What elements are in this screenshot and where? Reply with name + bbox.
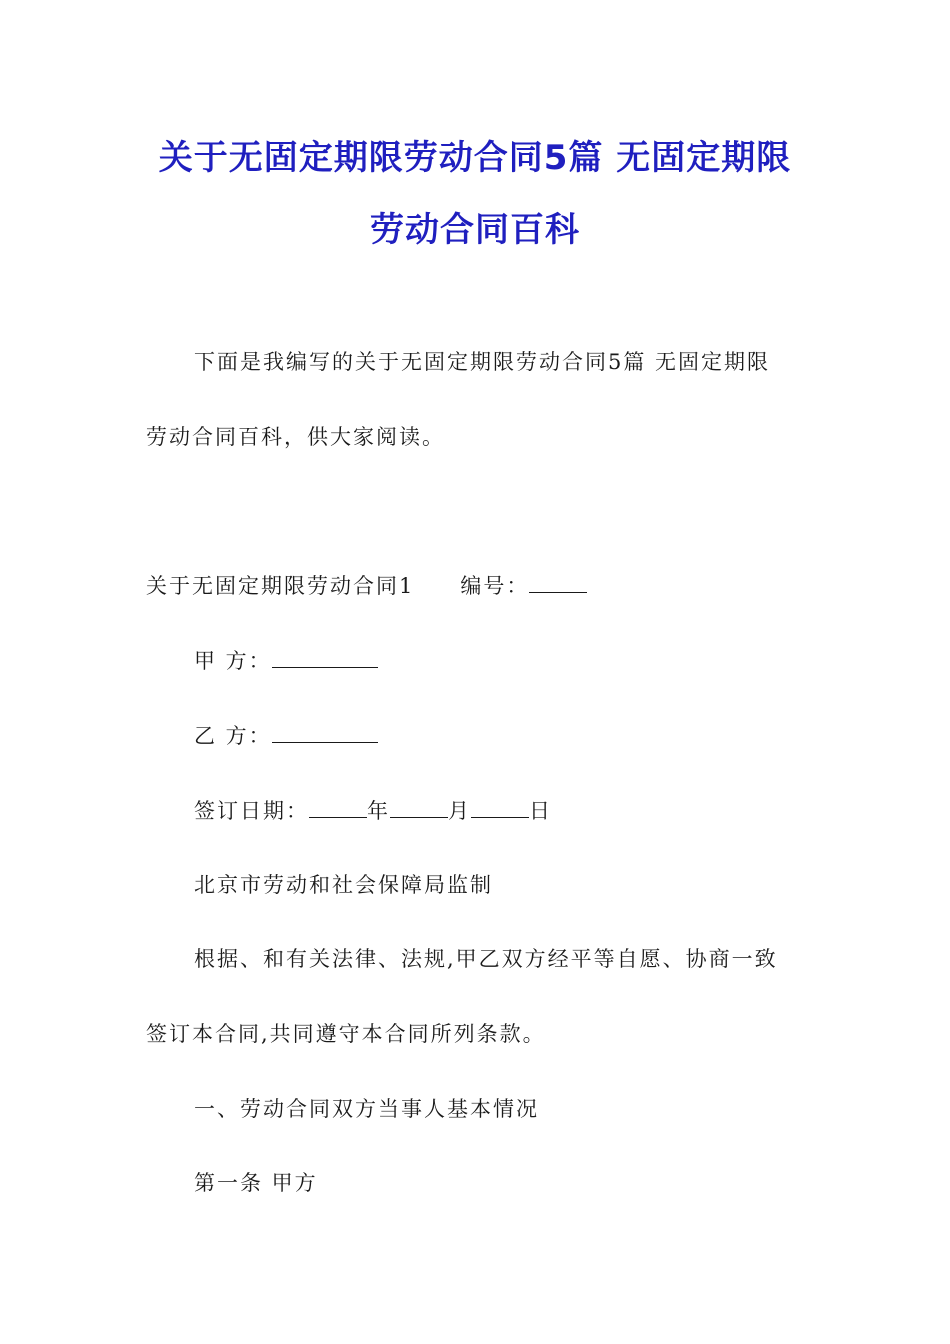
intro-line-2: 劳动合同百科，供大家阅读。 xyxy=(146,425,445,449)
document-title-line-2: 劳动合同百科 xyxy=(370,210,580,250)
basis-line-2: 签订本合同,共同遵守本合同所列条款。 xyxy=(146,1022,546,1046)
sign-date-row xyxy=(194,795,552,825)
party-b-label: 乙 方： xyxy=(194,724,272,748)
party-a-blank xyxy=(272,647,378,668)
year-blank xyxy=(309,797,367,818)
document-title-line-1: 关于无固定期限劳动合同5篇 无固定期限 xyxy=(158,138,792,178)
contract-heading: 关于无固定期限劳动合同1 xyxy=(146,574,415,598)
sign-date-label: 签订日期： xyxy=(194,799,309,823)
day-label: 日 xyxy=(529,799,552,823)
basis-line-1: 根据、和有关法律、法规,甲乙双方经平等自愿、协商一致 xyxy=(194,947,778,971)
number-label: 编号： xyxy=(460,574,530,598)
supervisor-line: 北京市劳动和社会保障局监制 xyxy=(194,873,493,897)
month-label: 月 xyxy=(448,799,471,823)
party-b-row xyxy=(194,720,378,750)
party-a-row xyxy=(194,645,378,675)
party-b-blank xyxy=(272,722,378,743)
intro-line-1: 下面是我编写的关于无固定期限劳动合同5篇 无固定期限 xyxy=(194,350,771,374)
year-label: 年 xyxy=(367,799,390,823)
party-a-label: 甲 方： xyxy=(194,649,272,673)
article-one-heading: 第一条 甲方 xyxy=(194,1171,318,1195)
contract-heading-row xyxy=(146,570,587,600)
section-one-heading: 一、劳动合同双方当事人基本情况 xyxy=(194,1097,539,1121)
number-blank xyxy=(529,572,587,593)
month-blank xyxy=(390,797,448,818)
day-blank xyxy=(471,797,529,818)
